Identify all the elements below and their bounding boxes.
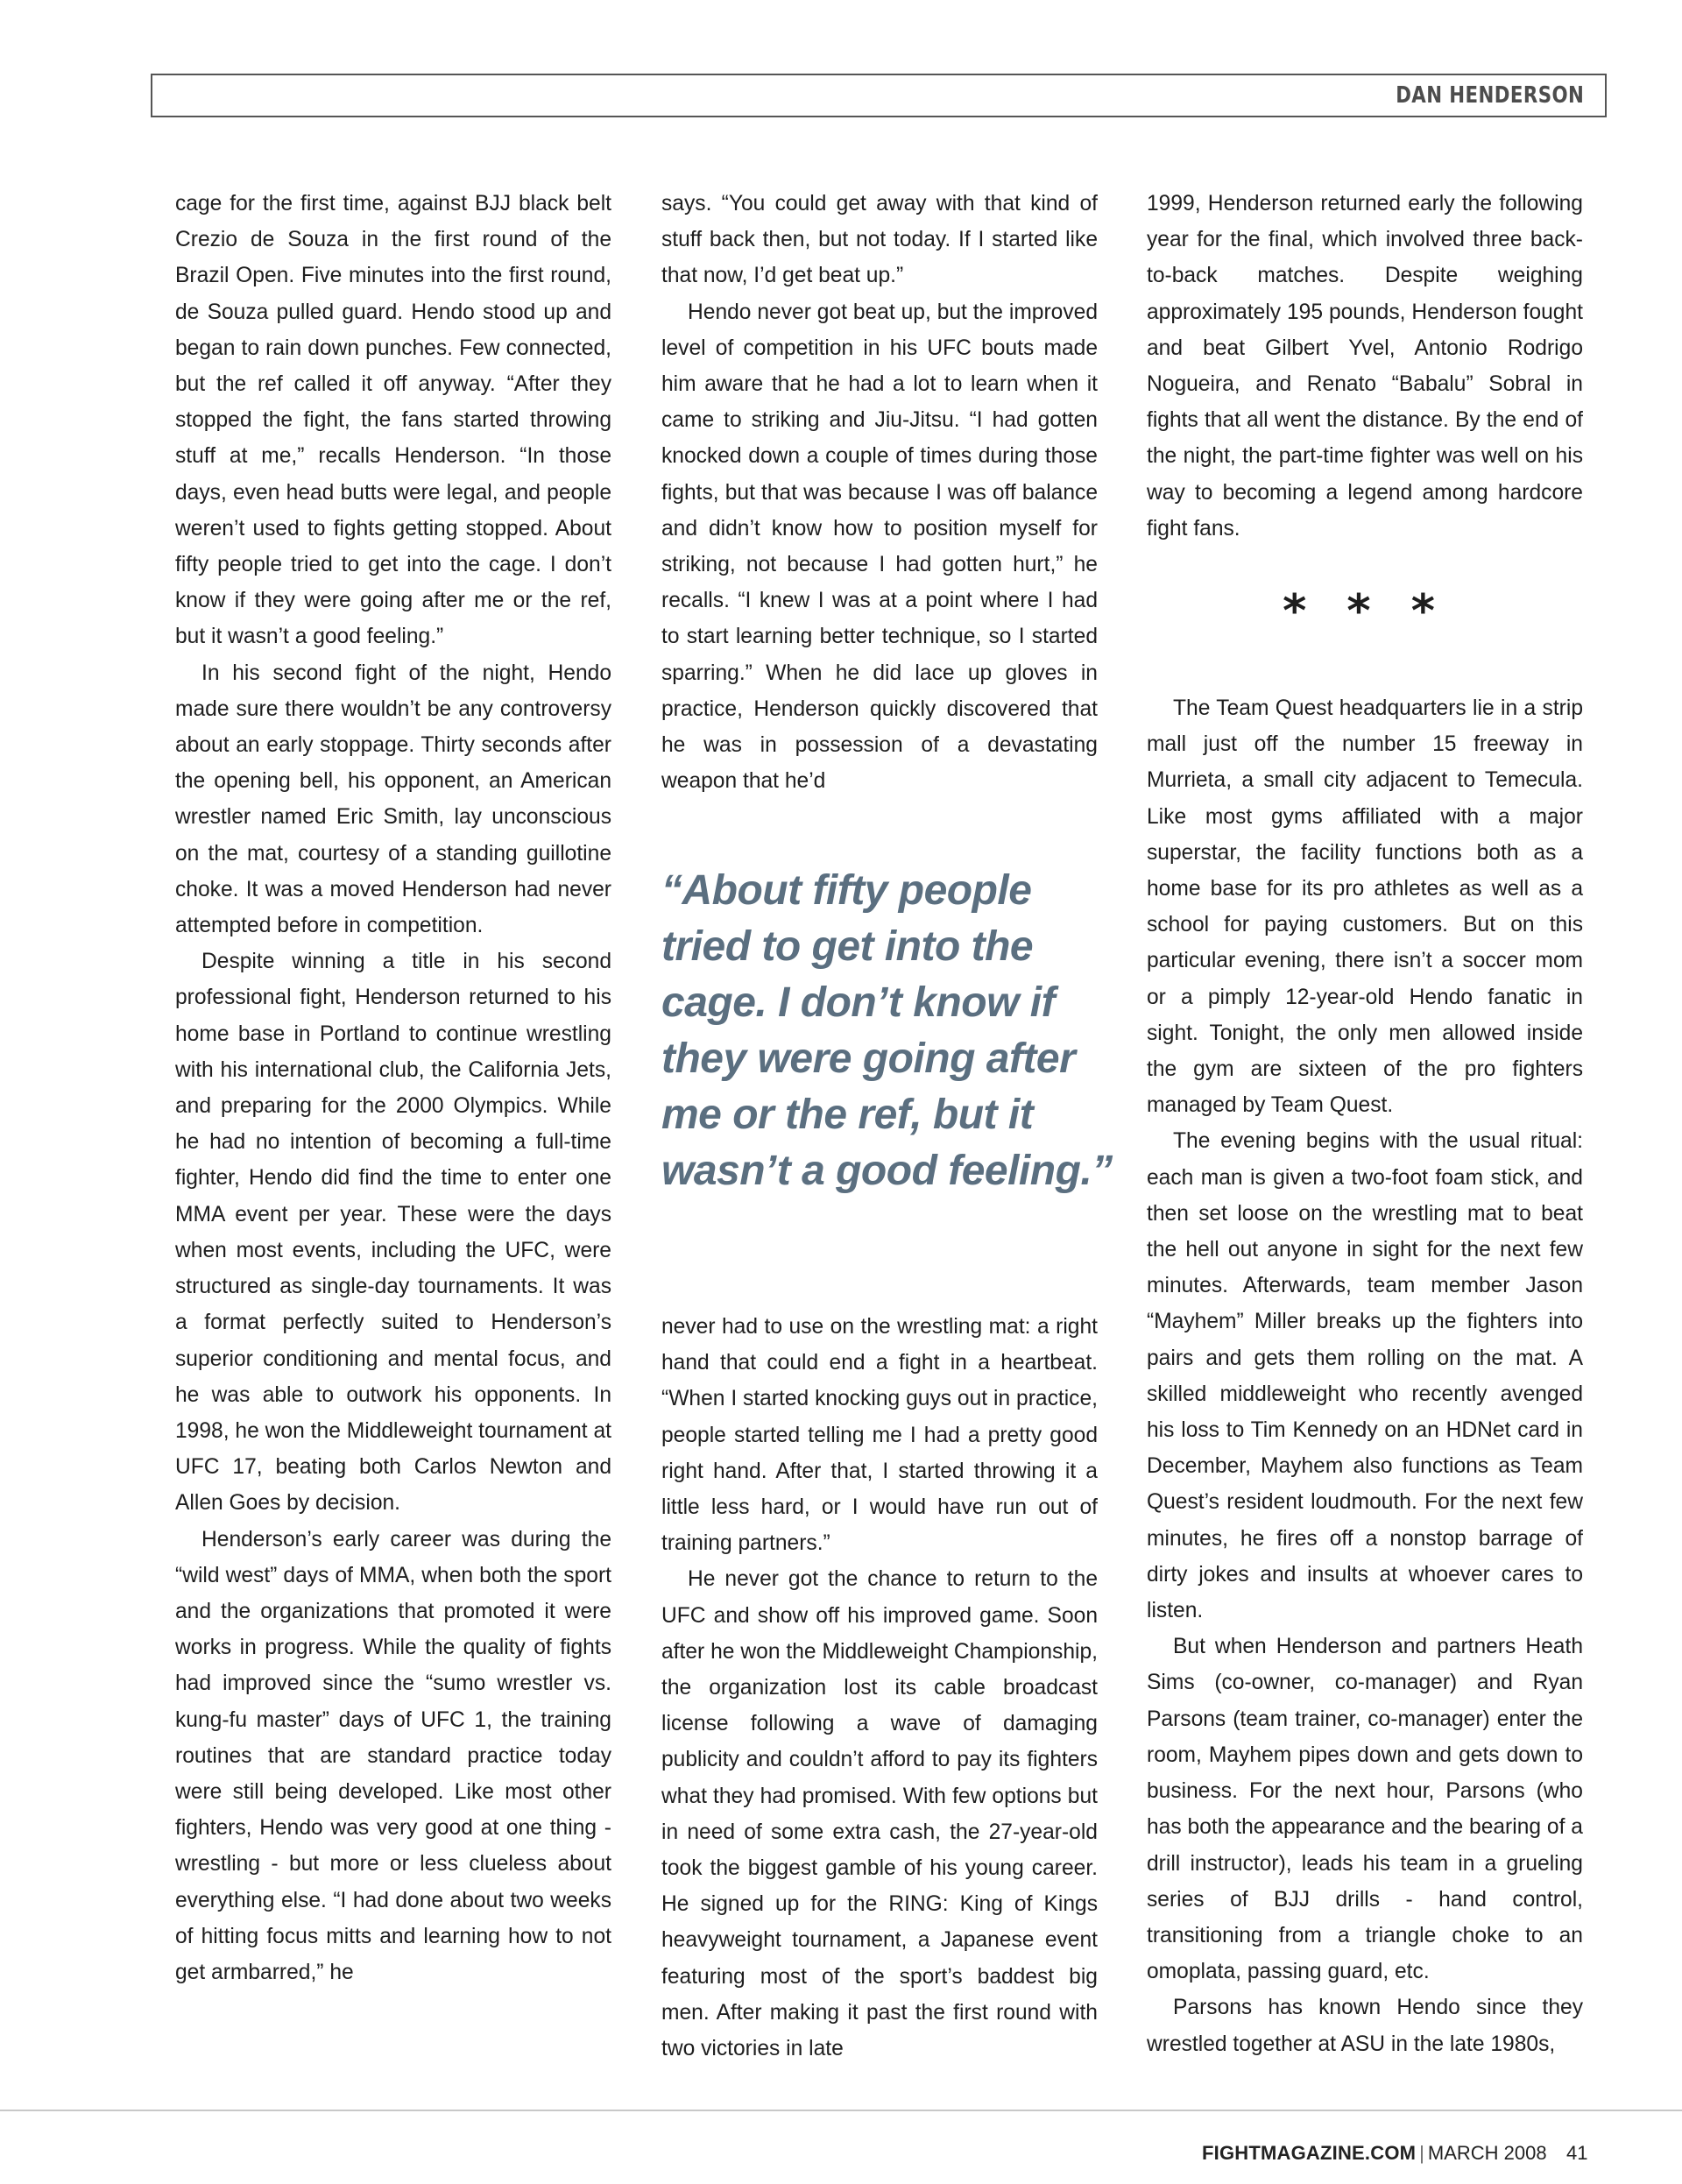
- paragraph: 1999, Henderson returned early the following year for the final, which involved three back-to-back matches. Despite weighing approximately 195 pounds, Henderson fought and beat Gilbert Yvel, Antonio Rodrigo Nogueira, and Renato “Babalu” Sobral in fights that all went the distance. By the end of the night, the part-time fighter was well on his way to becoming a legend among hardcore fight fans.: [1147, 192, 1583, 541]
- paragraph: cage for the first time, against BJJ black belt Crezio de Souza in the first round of the Brazil Open. Five minutes into the first round, de Souza pulled guard. Hendo stood up and began to rain down punches. Few connected, but the ref called it off anyway. “After they stopped the fight, the fans started throwing stuff at me,” recalls Henderson. “In those days, even head butts were legal, and people weren’t used to fights getting stopped. About fifty people tried to get into the cage. I don’t know if they were going after me or the ref, but it wasn’t a good feeling.”: [175, 192, 611, 649]
- paragraph: Despite winning a title in his second professional fight, Henderson returned to his home base in Portland to continue wrestling with his international club, the California Jets, and preparing for the 2000 Olympics. While he had no intention of becoming a full-time fighter, Hendo did find the time to enter one MMA event per year. These were the days when most events, including the UFC, were structured as single-day tournaments. It was a format perfectly suited to Henderson’s superior conditioning and mental focus, and he was able to outwork his opponents. In 1998, he won the Middleweight tournament at UFC 17, beating both Carlos Newton and Allen Goes by decision.: [175, 950, 611, 1516]
- paragraph: The evening begins with the usual ritual: each man is given a two-foot foam stick, and then set loose on the wrestling mat to beat the hell out anyone in sight for the next few minutes. Afterwards, team member Jason “Mayhem” Miller breaks up the fighters into pairs and gets them rolling on the mat. A skilled middleweight who recently avenged his loss to Tim Kennedy on an HDNet card in December, Mayhem also functions as Team Quest’s resident loudmouth. For the next few minutes, he fires off a nonstop barrage of dirty jokes and insults at whoever cares to listen.: [1147, 1129, 1583, 1623]
- article-column-3-top: [1147, 186, 1583, 547]
- paragraph: Hendo never got beat up, but the improved level of competition in his UFC bouts made him aware that he had a lot to learn when it came to striking and Jiu-Jitsu. “I had gotten knocked down a couple of times during those fights, but that was because I was off balance and didn’t know how to position myself for striking, not because I had gotten hurt,” he recalls. “I knew I was at a point where I had to start learning better technique, so I started sparring.” When he did lace up gloves in practice, Henderson quickly discovered that he was in possession of a devastating weapon that he’d: [661, 300, 1098, 794]
- paragraph: But when Henderson and partners Heath Sims (co-owner, co-manager) and Ryan Parsons (team trainer, co-manager) enter the room, Mayhem pipes down and gets down to business. For the next hour, Parsons (who has both the appearance and the bearing of a drill instructor), leads his team in a grueling series of BJJ drills - hand control, transitioning from a triangle choke to an omoplata, passing guard, etc.: [1147, 1635, 1583, 1984]
- footer-divider: [0, 2110, 1682, 2111]
- section-title: DAN HENDERSON: [1395, 82, 1584, 109]
- footer-issue: MARCH 2008: [1427, 2142, 1547, 2164]
- paragraph: says. “You could get away with that kind of stuff back then, but not today. If I started like that now, I’d get beat up.”: [661, 192, 1098, 288]
- paragraph: Parsons has known Hendo since they wrestled together at ASU in the late 1980s,: [1147, 1996, 1583, 2056]
- pull-quote: “About fifty people tried to get into the cage. I don’t know if they were going after me or the ref, but it wasn’t a good feeling.”: [661, 867, 1113, 1194]
- footer-credit: [1202, 2141, 1547, 2166]
- running-header: [151, 74, 1607, 117]
- paragraph: The Team Quest headquarters lie in a strip mall just off the number 15 freeway in Murrieta, a small city adjacent to Temecula. Like most gyms affiliated with a major superstar, the facility functions both as a home base for its pro athletes as well as a school for paying customers. But on this particular evening, there isn’t a soccer mom or a pimply 12-year-old Hendo fanatic in sight. Tonight, the only men allowed inside the gym are sixteen of the pro fighters managed by Team Quest.: [1147, 696, 1583, 1118]
- footer-separator: |: [1419, 2142, 1424, 2164]
- article-column-1: [175, 186, 611, 1990]
- paragraph: Henderson’s early career was during the “wild west” days of MMA, when both the sport and the organizations that promoted it were works in progress. While the quality of fights had improved since the “sumo wrestler vs. kung-fu master” days of UFC 1, the training routines that are standard practice today were still being developed. Like most other fighters, Hendo was very good at one thing - wrestling - but more or less clueless about everything else. “I had done about two weeks of hitting focus mitts and learning how to not get armbarred,” he: [175, 1527, 611, 1984]
- paragraph: In his second fight of the night, Hendo made sure there wouldn’t be any controversy about an early stoppage. Thirty seconds after the opening bell, his opponent, an American wrestler named Eric Smith, lay unconscious on the mat, courtesy of a standing guillotine choke. It was a moved Henderson had never attempted before in competition.: [175, 661, 611, 938]
- paragraph: He never got the chance to return to the UFC and show off his improved game. Soon after he won the Middleweight Championship, the organization lost its cable broadcast license following a wave of damaging publicity and couldn’t afford to pay its fighters what they had promised. With few options but in need of some extra cash, the 27-year-old took the biggest gamble of his young career. He signed up for the RING: King of Kings heavyweight tournament, a Japanese event featuring most of the sport’s baddest big men. After making it past the first round with two victories in late: [661, 1567, 1098, 2061]
- page-number: 41: [1566, 2142, 1588, 2164]
- article-column-3-bottom: [1147, 690, 1583, 2062]
- paragraph: never had to use on the wrestling mat: a right hand that could end a fight in a heartbeat. “When I started knocking guys out in practice, people started telling me I had a pretty good right hand. After that, I started throwing it a little less hard, or I would have run out of training partners.”: [661, 1315, 1098, 1556]
- footer-site: FIGHTMAGAZINE.COM: [1202, 2142, 1417, 2164]
- section-break-stars: * * *: [1283, 585, 1447, 638]
- article-column-2-top: [661, 186, 1098, 799]
- article-column-2-bottom: [661, 1309, 1098, 2067]
